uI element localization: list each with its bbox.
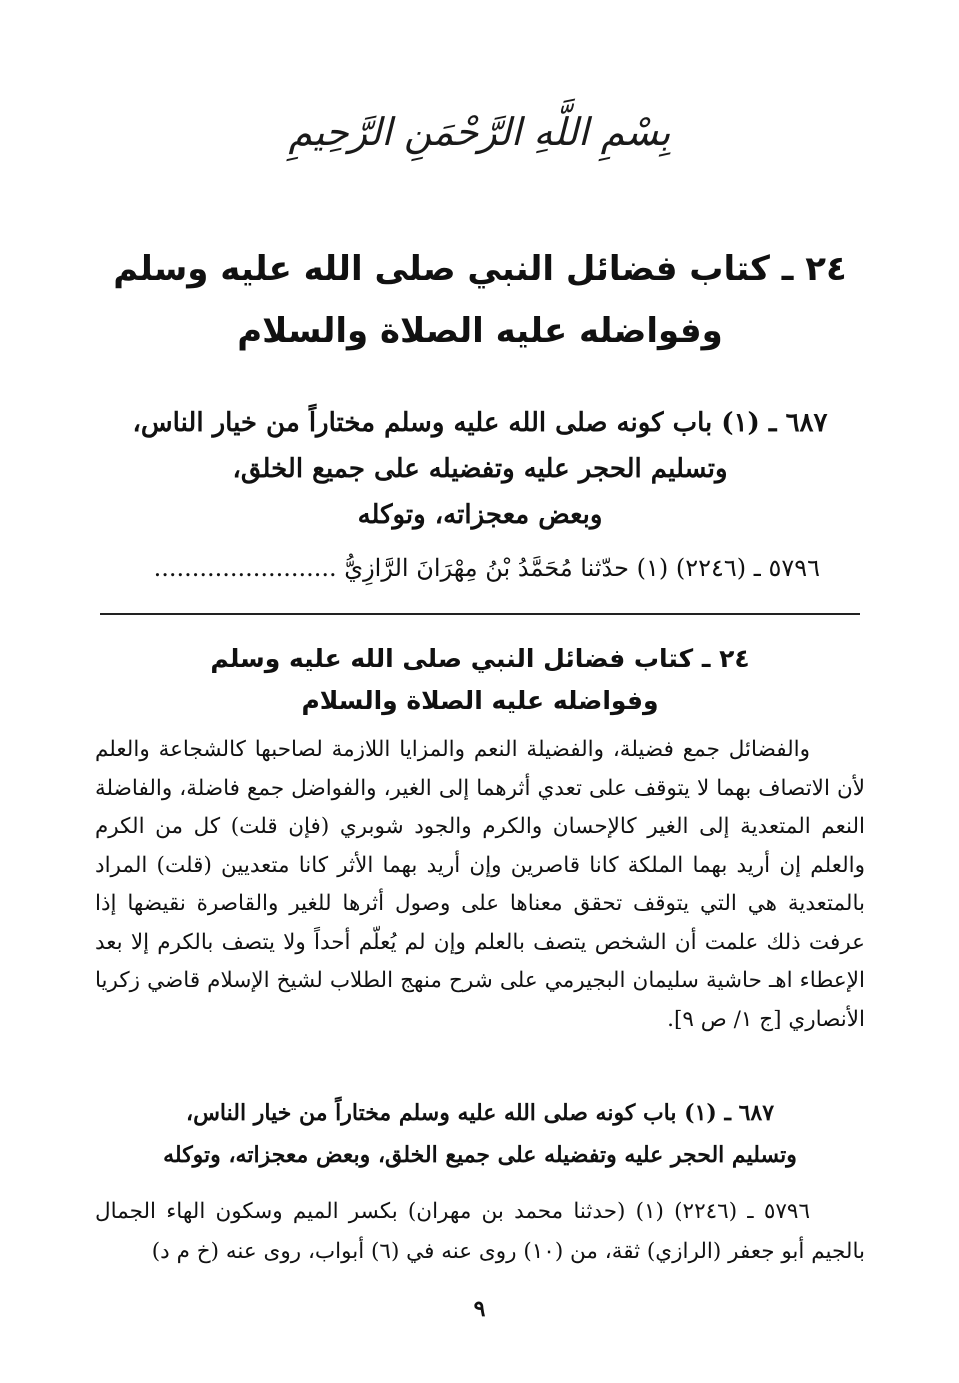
commentary-chapter-heading: [110, 1092, 850, 1176]
commentary-hadith-note: [95, 1192, 865, 1272]
book-title-line-2: وفواضله عليه الصلاة والسلام: [237, 311, 723, 351]
chapter-heading-line-1: ٦٨٧ ـ (١) باب كونه صلى الله عليه وسلم مختاراً من خيار الناس،: [132, 408, 828, 438]
commentary-chapter-line-2: وتسليم الحجر عليه وتفضيله على جميع الخلق، وبعض معجزاته، وتوكله: [163, 1142, 797, 1168]
page-number: ٩: [473, 1296, 486, 1322]
commentary-chapter-line-1: ٦٨٧ ـ (١) باب كونه صلى الله عليه وسلم مختاراً من خيار الناس،: [185, 1100, 775, 1126]
chapter-heading-line-2: وتسليم الحجر عليه وتفضيله على جميع الخلق،: [232, 454, 728, 484]
commentary-title-line-2: وفواضله عليه الصلاة والسلام: [301, 686, 659, 715]
commentary-body: [95, 731, 865, 1039]
hadith-text: ٥٧٩٦ ـ (٢٢٤٦) (١) حدّثنا مُحَمَّدُ بْنُ مِهْرَانَ الرَّازِيُّ ........................: [153, 554, 820, 582]
hadith-note-paragraph: ٥٧٩٦ ـ (٢٢٤٦) (١) (حدثنا محمد بن مهران) بكسر الميم وسكون الهاء الجمال بالجيم أبو جعفر (الرازي) ثقة، من (١٠) روى عنه في (٦) أبواب، روى عنه (خ م د): [95, 1199, 865, 1264]
commentary-title: [120, 638, 840, 722]
chapter-heading: [110, 400, 850, 538]
footnote-divider: [100, 613, 860, 615]
book-title-line-1: ٢٤ ـ كتاب فضائل النبي صلى الله عليه وسلم: [113, 249, 847, 289]
commentary-title-line-1: ٢٤ ـ كتاب فضائل النبي صلى الله عليه وسلم: [210, 644, 750, 673]
book-title: [100, 238, 860, 362]
basmala-calligraphy: بِسْمِ اللَّهِ الرَّحْمَنِ الرَّحِيمِ: [288, 110, 671, 154]
commentary-paragraph: والفضائل جمع فضيلة، والفضيلة النعم والمزايا اللازمة لصاحبها كالشجاعة والعلم لأن الاتصاف بهما لا يتوقف على تعدي أثرهما إلى الغير، والفواضل جمع فاضلة، والفاضلة النعم المتعدية إلى الغير كالإحسان والكرم والجود شوبري (فإن قلت) كل من الكرم والعلم إن أريد بهما الملكة كانا قاصرين وإن أريد بهما الأثر كانا متعديين (قلت) المراد بالمتعدية هي التي يتوقف تحقق معناها على وصول أثرها للغير والقاصرة نقيضها إذا عرفت ذلك علمت أن الشخص يتصف بالعلم وإن لم يُعلّم أحداً ولا يتصف بالكرم إلا بعد الإعطاء اهـ حاشية سليمان البجيرمي على شرح منهج الطلاب لشيخ الإسلام قاضي زكريا الأنصاري [ج ١/ ص ٩].: [95, 737, 865, 1032]
chapter-heading-line-3: وبعض معجزاته، وتوكله: [357, 500, 603, 530]
